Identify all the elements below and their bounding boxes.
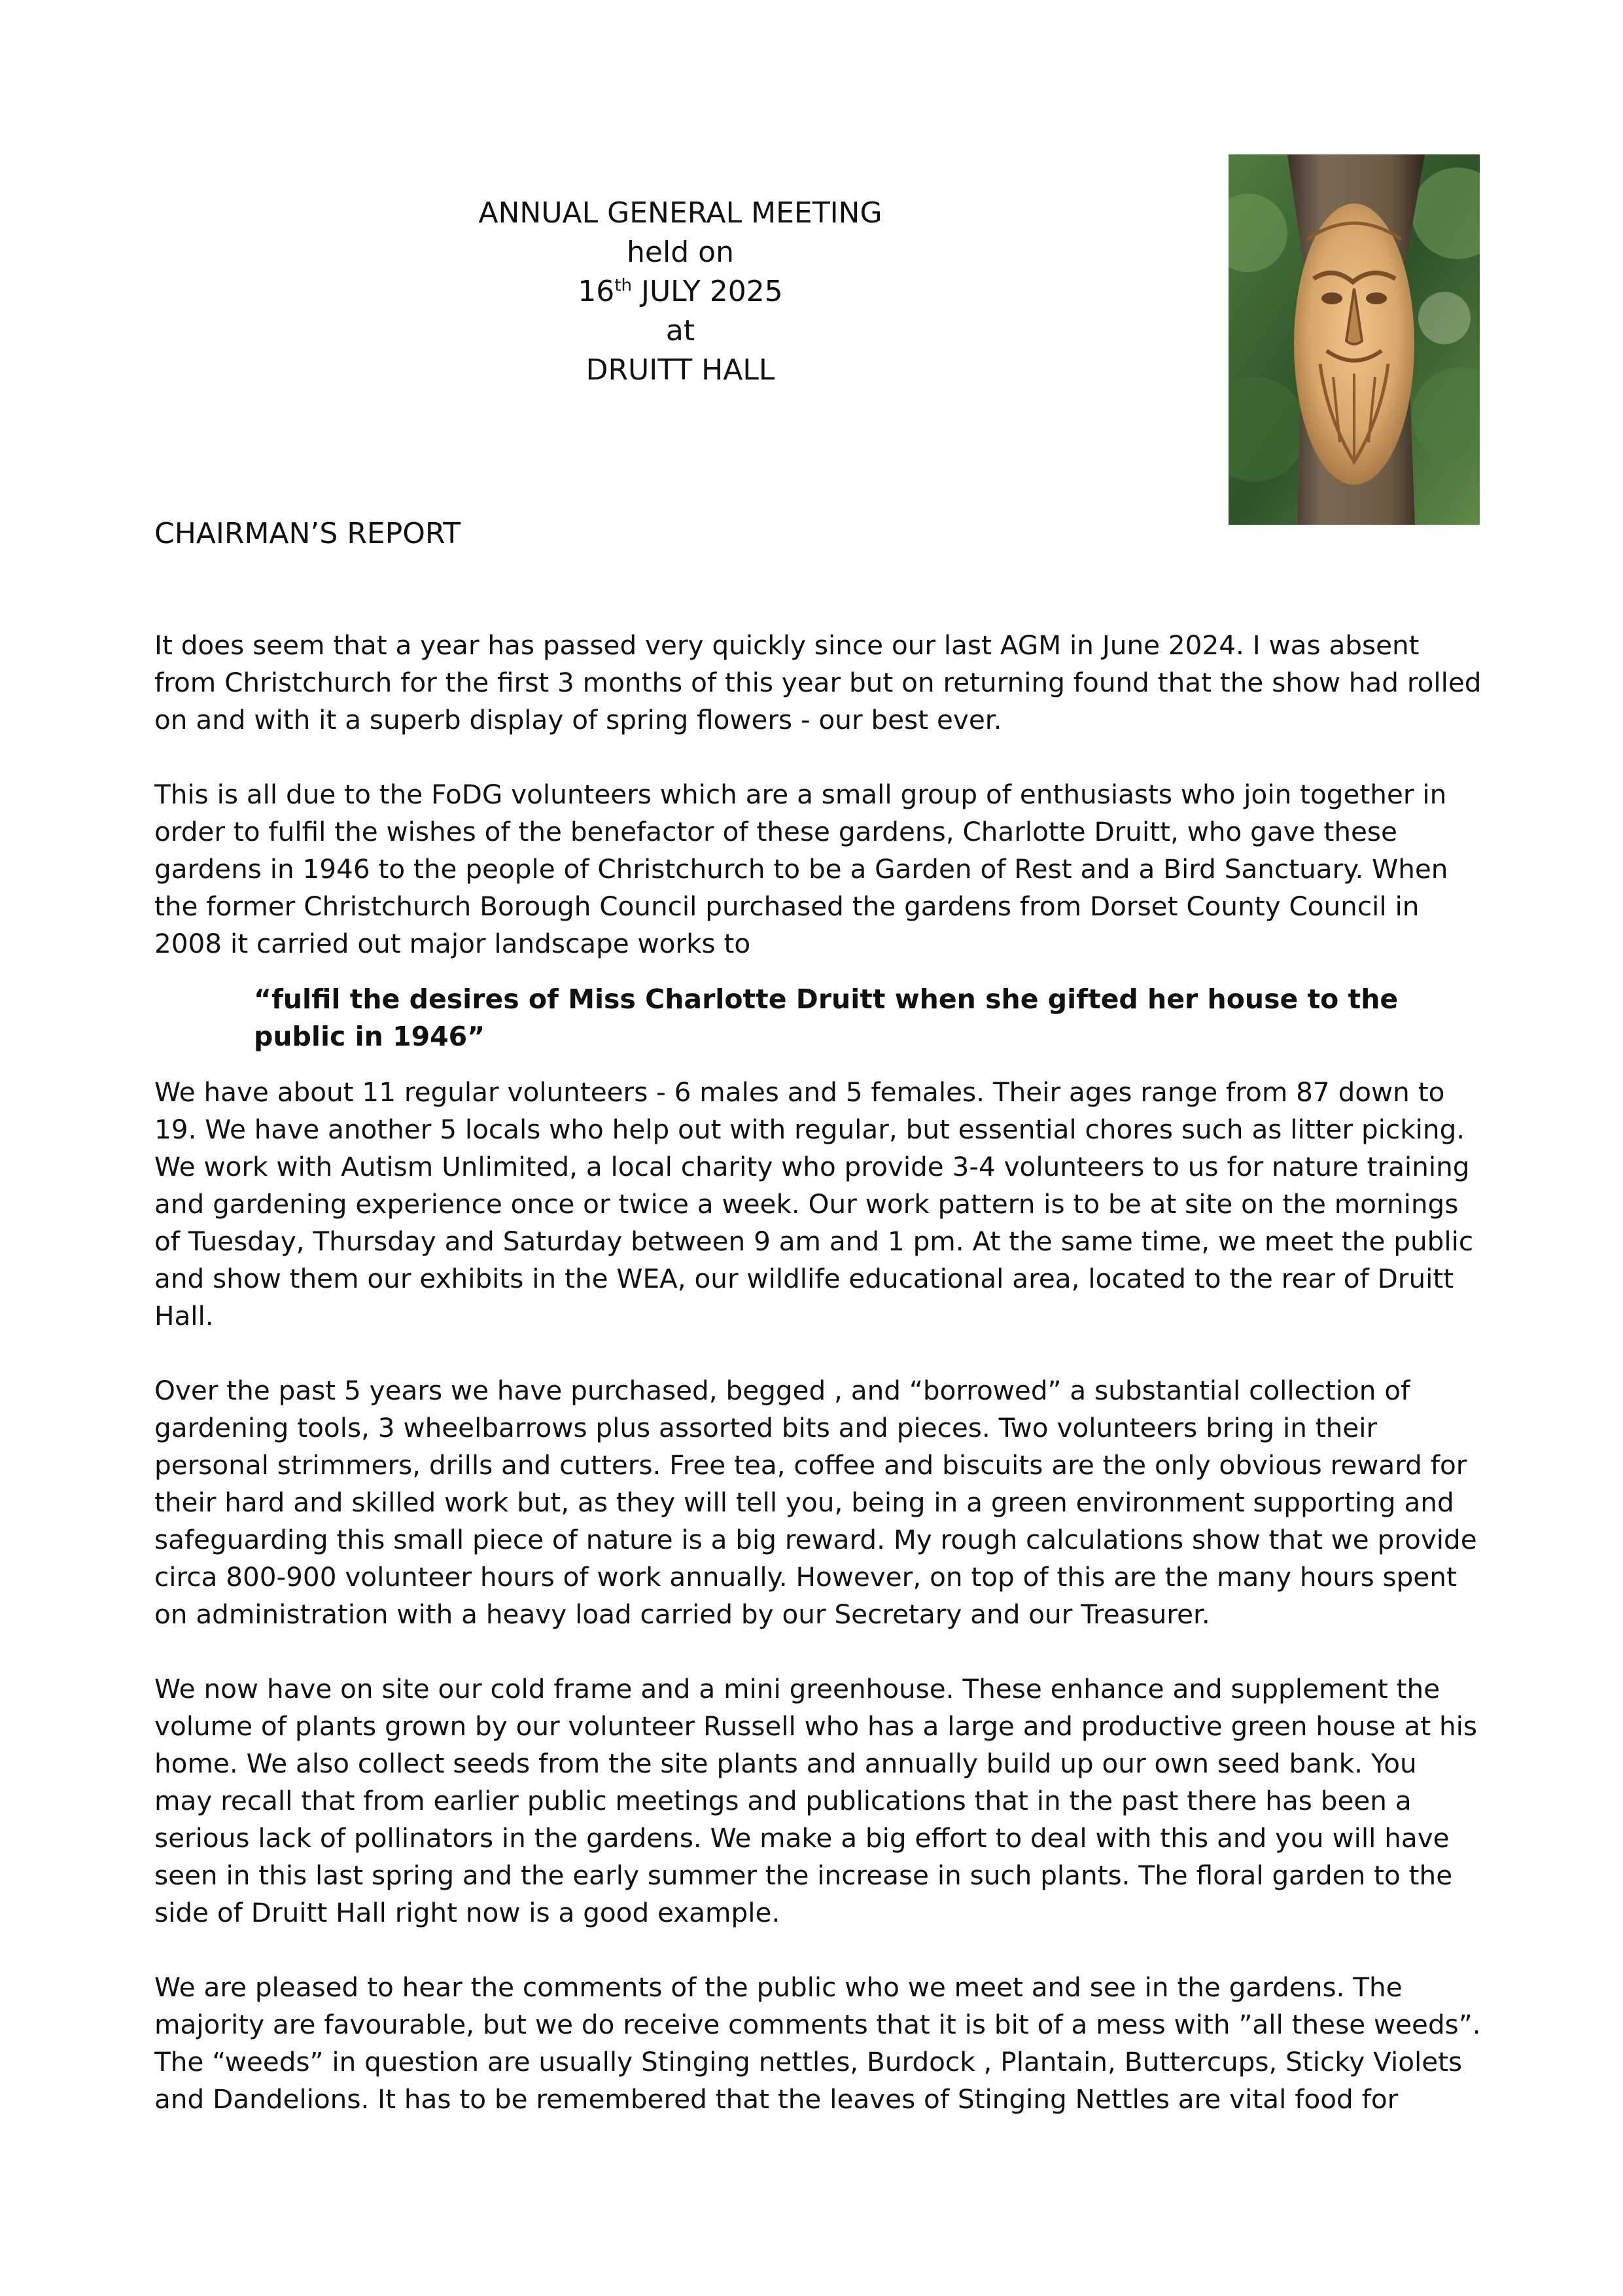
meeting-header — [366, 194, 994, 390]
quote: “fulfil the desires of Miss Charlotte Druitt when she gifted her house to the public in 1946” — [254, 983, 1399, 1052]
paragraph-6: We are pleased to hear the comments of the public who we meet and see in the gardens. The majority are favourable, but we do receive comments that it is bit of a mess with ”all these weeds”. The “weeds” in question are usually Stinging nettles, Burdock , Plantain, Buttercups, Sticky Violets and Dandelions. It has to be remembered that the leaves of Stinging Nettles are vital food for — [154, 1971, 1481, 2115]
header-at: at — [665, 314, 695, 347]
tree-carving-face-icon — [1229, 154, 1480, 525]
section-title: CHAIRMAN’S REPORT — [154, 517, 461, 550]
paragraph-5: We now have on site our cold frame and a mini greenhouse. These enhance and supplement the volume of plants grown by our volunteer Russell who has a large and productive green house at his home. We also collect seeds from the site plants and annually build up our own seed bank. You may recall that from earlier public meetings and publications that in the past there has been a serious lack of pollinators in the gardens. We make a big effort to deal with this and you will have seen in this last spring and the early summer the increase in such plants. The floral garden to the side of Druitt Hall right now is a good example. — [154, 1673, 1478, 1928]
paragraph-4: Over the past 5 years we have purchased, begged , and “borrowed” a substantial collection of gardening tools, 3 wheelbarrows plus assorted bits and pieces. Two volunteers bring in their personal strimmers, drills and cutters. Free tea, coffee and biscuits are the only obvious reward for their hard and skilled work but, as they will tell you, being in a green environment supporting and safeguarding this small piece of nature is a big reward. My rough calculations show that we provide circa 800-900 volunteer hours of work annually. However, on top of this are the many hours spent on administration with a heavy load carried by our Secretary and our Treasurer. — [154, 1375, 1477, 1630]
header-date — [366, 272, 994, 311]
tree-carving-photo — [1229, 154, 1480, 525]
header-venue: DRUITT HALL — [585, 353, 775, 387]
header-title: ANNUAL GENERAL MEETING — [478, 196, 882, 230]
header-date-suffix: th — [614, 275, 632, 296]
paragraph-2: This is all due to the FoDG volunteers which are a small group of enthusiasts who join together in order to fulfil the wishes of the benefactor of these gardens, Charlotte Druitt, who gave these gardens in 1946 to the people of Christchurch to be a Garden of Rest and a Bird Sanctuary. When the former Christchurch Borough Council purchased the gardens from Dorset County Council in 2008 it carried out major landscape works to — [154, 779, 1448, 959]
header-date-rest: JULY 2025 — [632, 275, 783, 308]
paragraph-1: It does seem that a year has passed very quickly since our last AGM in June 2024. I was absent from Christchurch for the first 3 months of this year but on returning found that the show had rolled on and with it a superb display of spring flowers - our best ever. — [154, 629, 1482, 735]
paragraph-3: We have about 11 regular volunteers - 6 males and 5 females. Their ages range from 87 down to 19. We have another 5 locals who help out with regular, but essential chores such as litter picking. We work with Autism Unlimited, a local charity who provide 3-4 volunteers to us for nature training and gardening experience once or twice a week. Our work pattern is to be at site on the mornings of Tuesday, Thursday and Saturday between 9 am and 1 pm. At the same time, we meet the public and show them our exhibits in the WEA, our wildlife educational area, located to the rear of Druitt Hall. — [154, 1076, 1474, 1332]
header-held-on: held on — [627, 236, 734, 269]
header-date-day: 16 — [578, 275, 615, 308]
report-body — [154, 627, 1482, 2118]
